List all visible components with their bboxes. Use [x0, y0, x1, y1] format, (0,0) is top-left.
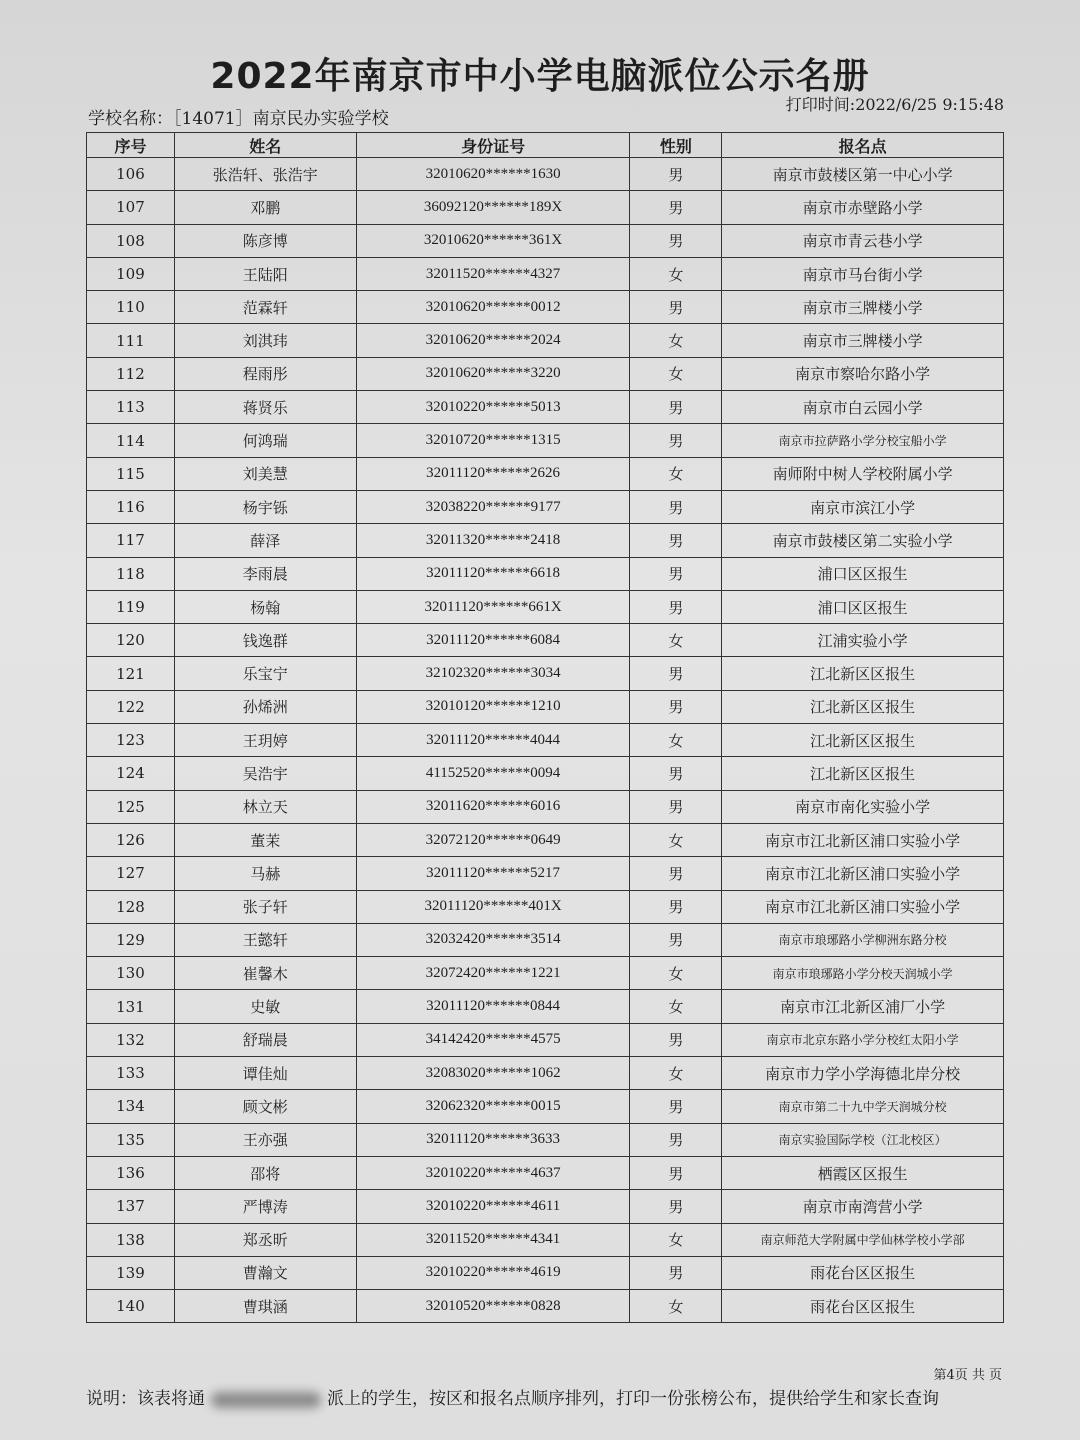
- table-row: [87, 1057, 1004, 1090]
- cell-name: 王亦强: [174, 1123, 356, 1156]
- table-row: [87, 823, 1004, 856]
- table-row: [87, 257, 1004, 290]
- cell-sex: 男: [630, 158, 722, 191]
- cell-sex: 男: [630, 790, 722, 823]
- cell-id: 32038220******9177: [356, 490, 630, 523]
- cell-name: 张浩轩、张浩宇: [174, 158, 356, 191]
- cell-id: 32010720******1315: [356, 424, 630, 457]
- table-row: [87, 624, 1004, 657]
- cell-id: 32011120******5217: [356, 857, 630, 890]
- table-row: [87, 857, 1004, 890]
- cell-site: 南京市江北新区浦口实验小学: [722, 823, 1004, 856]
- col-header-sex: 性别: [630, 133, 722, 158]
- cell-id: 34142420******4575: [356, 1023, 630, 1056]
- cell-name: 邵将: [174, 1156, 356, 1189]
- cell-name: 史敏: [174, 990, 356, 1023]
- cell-sex: 男: [630, 424, 722, 457]
- cell-site: 江浦实验小学: [722, 624, 1004, 657]
- cell-site: 南京市鼓楼区第一中心小学: [722, 158, 1004, 191]
- cell-sex: 男: [630, 690, 722, 723]
- cell-name: 王懿轩: [174, 923, 356, 956]
- cell-sex: 男: [630, 291, 722, 324]
- cell-site: 南师附中树人学校附属小学: [722, 457, 1004, 490]
- cell-site: 江北新区区报生: [722, 690, 1004, 723]
- cell-sex: 男: [630, 224, 722, 257]
- cell-no: 118: [87, 557, 175, 590]
- cell-no: 121: [87, 657, 175, 690]
- cell-id: 32011120******0844: [356, 990, 630, 1023]
- cell-name: 马赫: [174, 857, 356, 890]
- cell-sex: 男: [630, 757, 722, 790]
- cell-site: 江北新区区报生: [722, 724, 1004, 757]
- cell-site: 南京市察哈尔路小学: [722, 357, 1004, 390]
- note: [86, 1384, 939, 1409]
- cell-sex: 男: [630, 1190, 722, 1223]
- cell-site: 南京市滨江小学: [722, 490, 1004, 523]
- cell-name: 钱逸群: [174, 624, 356, 657]
- cell-site: 南京市江北新区浦口实验小学: [722, 857, 1004, 890]
- cell-name: 乐宝宁: [174, 657, 356, 690]
- cell-no: 130: [87, 957, 175, 990]
- cell-id: 32010120******1210: [356, 690, 630, 723]
- cell-no: 122: [87, 690, 175, 723]
- table-row: [87, 424, 1004, 457]
- cell-id: 32011520******4341: [356, 1223, 630, 1256]
- cell-site: 南京市三牌楼小学: [722, 291, 1004, 324]
- cell-no: 131: [87, 990, 175, 1023]
- cell-id: 32010220******4619: [356, 1256, 630, 1289]
- cell-no: 137: [87, 1190, 175, 1223]
- cell-sex: 女: [630, 823, 722, 856]
- cell-no: 140: [87, 1290, 175, 1323]
- cell-no: 134: [87, 1090, 175, 1123]
- cell-site: 南京市青云巷小学: [722, 224, 1004, 257]
- cell-id: 32011520******4327: [356, 257, 630, 290]
- cell-id: 32010220******5013: [356, 391, 630, 424]
- cell-site: 浦口区区报生: [722, 557, 1004, 590]
- cell-site: 南京市拉萨路小学分校宝船小学: [722, 424, 1004, 457]
- table-row: [87, 524, 1004, 557]
- cell-no: 136: [87, 1156, 175, 1189]
- cell-site: 浦口区区报生: [722, 590, 1004, 623]
- cell-site: 江北新区区报生: [722, 657, 1004, 690]
- cell-name: 刘美慧: [174, 457, 356, 490]
- cell-site: 南京师范大学附属中学仙林学校小学部: [722, 1223, 1004, 1256]
- cell-no: 129: [87, 923, 175, 956]
- table-row: [87, 1223, 1004, 1256]
- cell-id: 32083020******1062: [356, 1057, 630, 1090]
- cell-no: 135: [87, 1123, 175, 1156]
- col-header-site: 报名点: [722, 133, 1004, 158]
- cell-site: 江北新区区报生: [722, 757, 1004, 790]
- cell-site: 南京市琅琊路小学柳洲东路分校: [722, 923, 1004, 956]
- table-row: [87, 457, 1004, 490]
- cell-name: 王陆阳: [174, 257, 356, 290]
- cell-sex: 男: [630, 1256, 722, 1289]
- cell-no: 108: [87, 224, 175, 257]
- page-info: 第4页 共 页: [933, 1368, 1002, 1383]
- table-row: [87, 1023, 1004, 1056]
- cell-name: 王玥婷: [174, 724, 356, 757]
- cell-sex: 男: [630, 923, 722, 956]
- table-row: [87, 357, 1004, 390]
- cell-sex: 女: [630, 1223, 722, 1256]
- table-row: [87, 291, 1004, 324]
- table-row: [87, 191, 1004, 224]
- cell-no: 115: [87, 457, 175, 490]
- cell-sex: 男: [630, 490, 722, 523]
- cell-sex: 女: [630, 257, 722, 290]
- cell-name: 刘淇玮: [174, 324, 356, 357]
- roster-table: [86, 132, 1004, 1323]
- cell-id: 32010620******1630: [356, 158, 630, 191]
- cell-sex: 女: [630, 457, 722, 490]
- cell-sex: 女: [630, 324, 722, 357]
- cell-name: 薛泽: [174, 524, 356, 557]
- cell-site: 雨花台区区报生: [722, 1256, 1004, 1289]
- cell-sex: 男: [630, 557, 722, 590]
- cell-id: 32010620******2024: [356, 324, 630, 357]
- cell-no: 133: [87, 1057, 175, 1090]
- table-row: [87, 757, 1004, 790]
- cell-id: 32011120******2626: [356, 457, 630, 490]
- cell-name: 董茉: [174, 823, 356, 856]
- cell-site: 南京市第二十九中学天润城分校: [722, 1090, 1004, 1123]
- cell-sex: 男: [630, 890, 722, 923]
- cell-id: 32010520******0828: [356, 1290, 630, 1323]
- cell-no: 112: [87, 357, 175, 390]
- cell-site: 南京市力学小学海德北岸分校: [722, 1057, 1004, 1090]
- cell-no: 106: [87, 158, 175, 191]
- cell-no: 111: [87, 324, 175, 357]
- table-header: [87, 133, 1004, 158]
- cell-name: 吴浩宇: [174, 757, 356, 790]
- table-row: [87, 590, 1004, 623]
- col-header-name: 姓名: [174, 133, 356, 158]
- cell-no: 117: [87, 524, 175, 557]
- cell-id: 32011120******6084: [356, 624, 630, 657]
- cell-site: 南京市鼓楼区第二实验小学: [722, 524, 1004, 557]
- cell-no: 124: [87, 757, 175, 790]
- cell-site: 南京市马台街小学: [722, 257, 1004, 290]
- table-row: [87, 1123, 1004, 1156]
- cell-no: 132: [87, 1023, 175, 1056]
- document-title: 2022年南京市中小学电脑派位公示名册: [210, 56, 870, 97]
- cell-sex: 女: [630, 1290, 722, 1323]
- cell-sex: 男: [630, 1023, 722, 1056]
- table-row: [87, 1256, 1004, 1289]
- cell-id: 32062320******0015: [356, 1090, 630, 1123]
- cell-site: 栖霞区区报生: [722, 1156, 1004, 1189]
- table-row: [87, 557, 1004, 590]
- table-row: [87, 1290, 1004, 1323]
- cell-sex: 男: [630, 657, 722, 690]
- table-row: [87, 790, 1004, 823]
- cell-sex: 男: [630, 391, 722, 424]
- table-row: [87, 224, 1004, 257]
- cell-id: 32010220******4637: [356, 1156, 630, 1189]
- col-header-id: 身份证号: [356, 133, 630, 158]
- cell-site: 南京市南化实验小学: [722, 790, 1004, 823]
- cell-sex: 男: [630, 857, 722, 890]
- cell-site: 南京市江北新区浦厂小学: [722, 990, 1004, 1023]
- cell-name: 程雨彤: [174, 357, 356, 390]
- cell-id: 32011120******6618: [356, 557, 630, 590]
- cell-no: 110: [87, 291, 175, 324]
- cell-name: 崔馨木: [174, 957, 356, 990]
- cell-id: 32010620******3220: [356, 357, 630, 390]
- cell-no: 139: [87, 1256, 175, 1289]
- cell-site: 雨花台区区报生: [722, 1290, 1004, 1323]
- cell-id: 32102320******3034: [356, 657, 630, 690]
- table-row: [87, 158, 1004, 191]
- cell-no: 119: [87, 590, 175, 623]
- cell-name: 舒瑞晨: [174, 1023, 356, 1056]
- cell-id: 41152520******0094: [356, 757, 630, 790]
- cell-sex: 男: [630, 1123, 722, 1156]
- cell-sex: 女: [630, 357, 722, 390]
- cell-site: 南京市北京东路小学分校红太阳小学: [722, 1023, 1004, 1056]
- cell-sex: 女: [630, 1057, 722, 1090]
- cell-name: 林立天: [174, 790, 356, 823]
- cell-no: 114: [87, 424, 175, 457]
- cell-site: 南京市赤壁路小学: [722, 191, 1004, 224]
- cell-site: 南京实验国际学校（江北校区）: [722, 1123, 1004, 1156]
- note-suffix: 派上的学生，按区和报名点顺序排列，打印一份张榜公布，提供给学生和家长查询: [327, 1389, 939, 1409]
- cell-id: 32011120******3633: [356, 1123, 630, 1156]
- cell-name: 杨宇铄: [174, 490, 356, 523]
- cell-id: 32032420******3514: [356, 923, 630, 956]
- cell-name: 严博涛: [174, 1190, 356, 1223]
- cell-site: 南京市琅琊路小学分校天润城小学: [722, 957, 1004, 990]
- cell-id: 32011120******661X: [356, 590, 630, 623]
- cell-site: 南京市江北新区浦口实验小学: [722, 890, 1004, 923]
- cell-name: 曹琪涵: [174, 1290, 356, 1323]
- cell-sex: 女: [630, 957, 722, 990]
- cell-sex: 女: [630, 624, 722, 657]
- redacted-blur: [211, 1392, 321, 1408]
- table-row: [87, 1090, 1004, 1123]
- col-header-no: 序号: [87, 133, 175, 158]
- table-row: [87, 1156, 1004, 1189]
- cell-sex: 男: [630, 590, 722, 623]
- cell-sex: 男: [630, 524, 722, 557]
- cell-name: 张子轩: [174, 890, 356, 923]
- cell-name: 谭佳灿: [174, 1057, 356, 1090]
- cell-id: 36092120******189X: [356, 191, 630, 224]
- cell-no: 127: [87, 857, 175, 890]
- cell-id: 32011120******4044: [356, 724, 630, 757]
- cell-name: 孙烯洲: [174, 690, 356, 723]
- cell-no: 138: [87, 1223, 175, 1256]
- cell-id: 32072420******1221: [356, 957, 630, 990]
- cell-name: 范霖轩: [174, 291, 356, 324]
- cell-name: 蒋贤乐: [174, 391, 356, 424]
- cell-sex: 男: [630, 1156, 722, 1189]
- cell-site: 南京市白云园小学: [722, 391, 1004, 424]
- cell-site: 南京市三牌楼小学: [722, 324, 1004, 357]
- cell-id: 32010220******4611: [356, 1190, 630, 1223]
- table-row: [87, 724, 1004, 757]
- table-row: [87, 391, 1004, 424]
- cell-no: 123: [87, 724, 175, 757]
- cell-name: 何鸿瑞: [174, 424, 356, 457]
- table-row: [87, 957, 1004, 990]
- table-row: [87, 890, 1004, 923]
- cell-id: 32072120******0649: [356, 823, 630, 856]
- cell-no: 107: [87, 191, 175, 224]
- cell-no: 126: [87, 823, 175, 856]
- cell-no: 113: [87, 391, 175, 424]
- cell-no: 128: [87, 890, 175, 923]
- table-row: [87, 657, 1004, 690]
- table-row: [87, 923, 1004, 956]
- cell-sex: 男: [630, 1090, 722, 1123]
- cell-id: 32011620******6016: [356, 790, 630, 823]
- cell-id: 32010620******0012: [356, 291, 630, 324]
- cell-name: 陈彦博: [174, 224, 356, 257]
- cell-name: 李雨晨: [174, 557, 356, 590]
- cell-name: 杨翰: [174, 590, 356, 623]
- cell-name: 郑丞昕: [174, 1223, 356, 1256]
- table-row: [87, 990, 1004, 1023]
- table-row: [87, 690, 1004, 723]
- cell-id: 32011320******2418: [356, 524, 630, 557]
- cell-sex: 女: [630, 724, 722, 757]
- cell-name: 曹瀚文: [174, 1256, 356, 1289]
- cell-no: 120: [87, 624, 175, 657]
- cell-site: 南京市南湾营小学: [722, 1190, 1004, 1223]
- note-prefix: 说明：该表将通: [86, 1389, 205, 1409]
- cell-no: 109: [87, 257, 175, 290]
- cell-no: 125: [87, 790, 175, 823]
- cell-id: 32010620******361X: [356, 224, 630, 257]
- school-name: 学校名称：［14071］南京民办实验学校: [88, 109, 389, 129]
- cell-sex: 男: [630, 191, 722, 224]
- table-row: [87, 1190, 1004, 1223]
- cell-name: 邓鹏: [174, 191, 356, 224]
- print-time: 打印时间:2022/6/25 9:15:48: [785, 95, 1004, 114]
- cell-sex: 女: [630, 990, 722, 1023]
- cell-id: 32011120******401X: [356, 890, 630, 923]
- cell-no: 116: [87, 490, 175, 523]
- table-row: [87, 324, 1004, 357]
- table-row: [87, 490, 1004, 523]
- cell-name: 顾文彬: [174, 1090, 356, 1123]
